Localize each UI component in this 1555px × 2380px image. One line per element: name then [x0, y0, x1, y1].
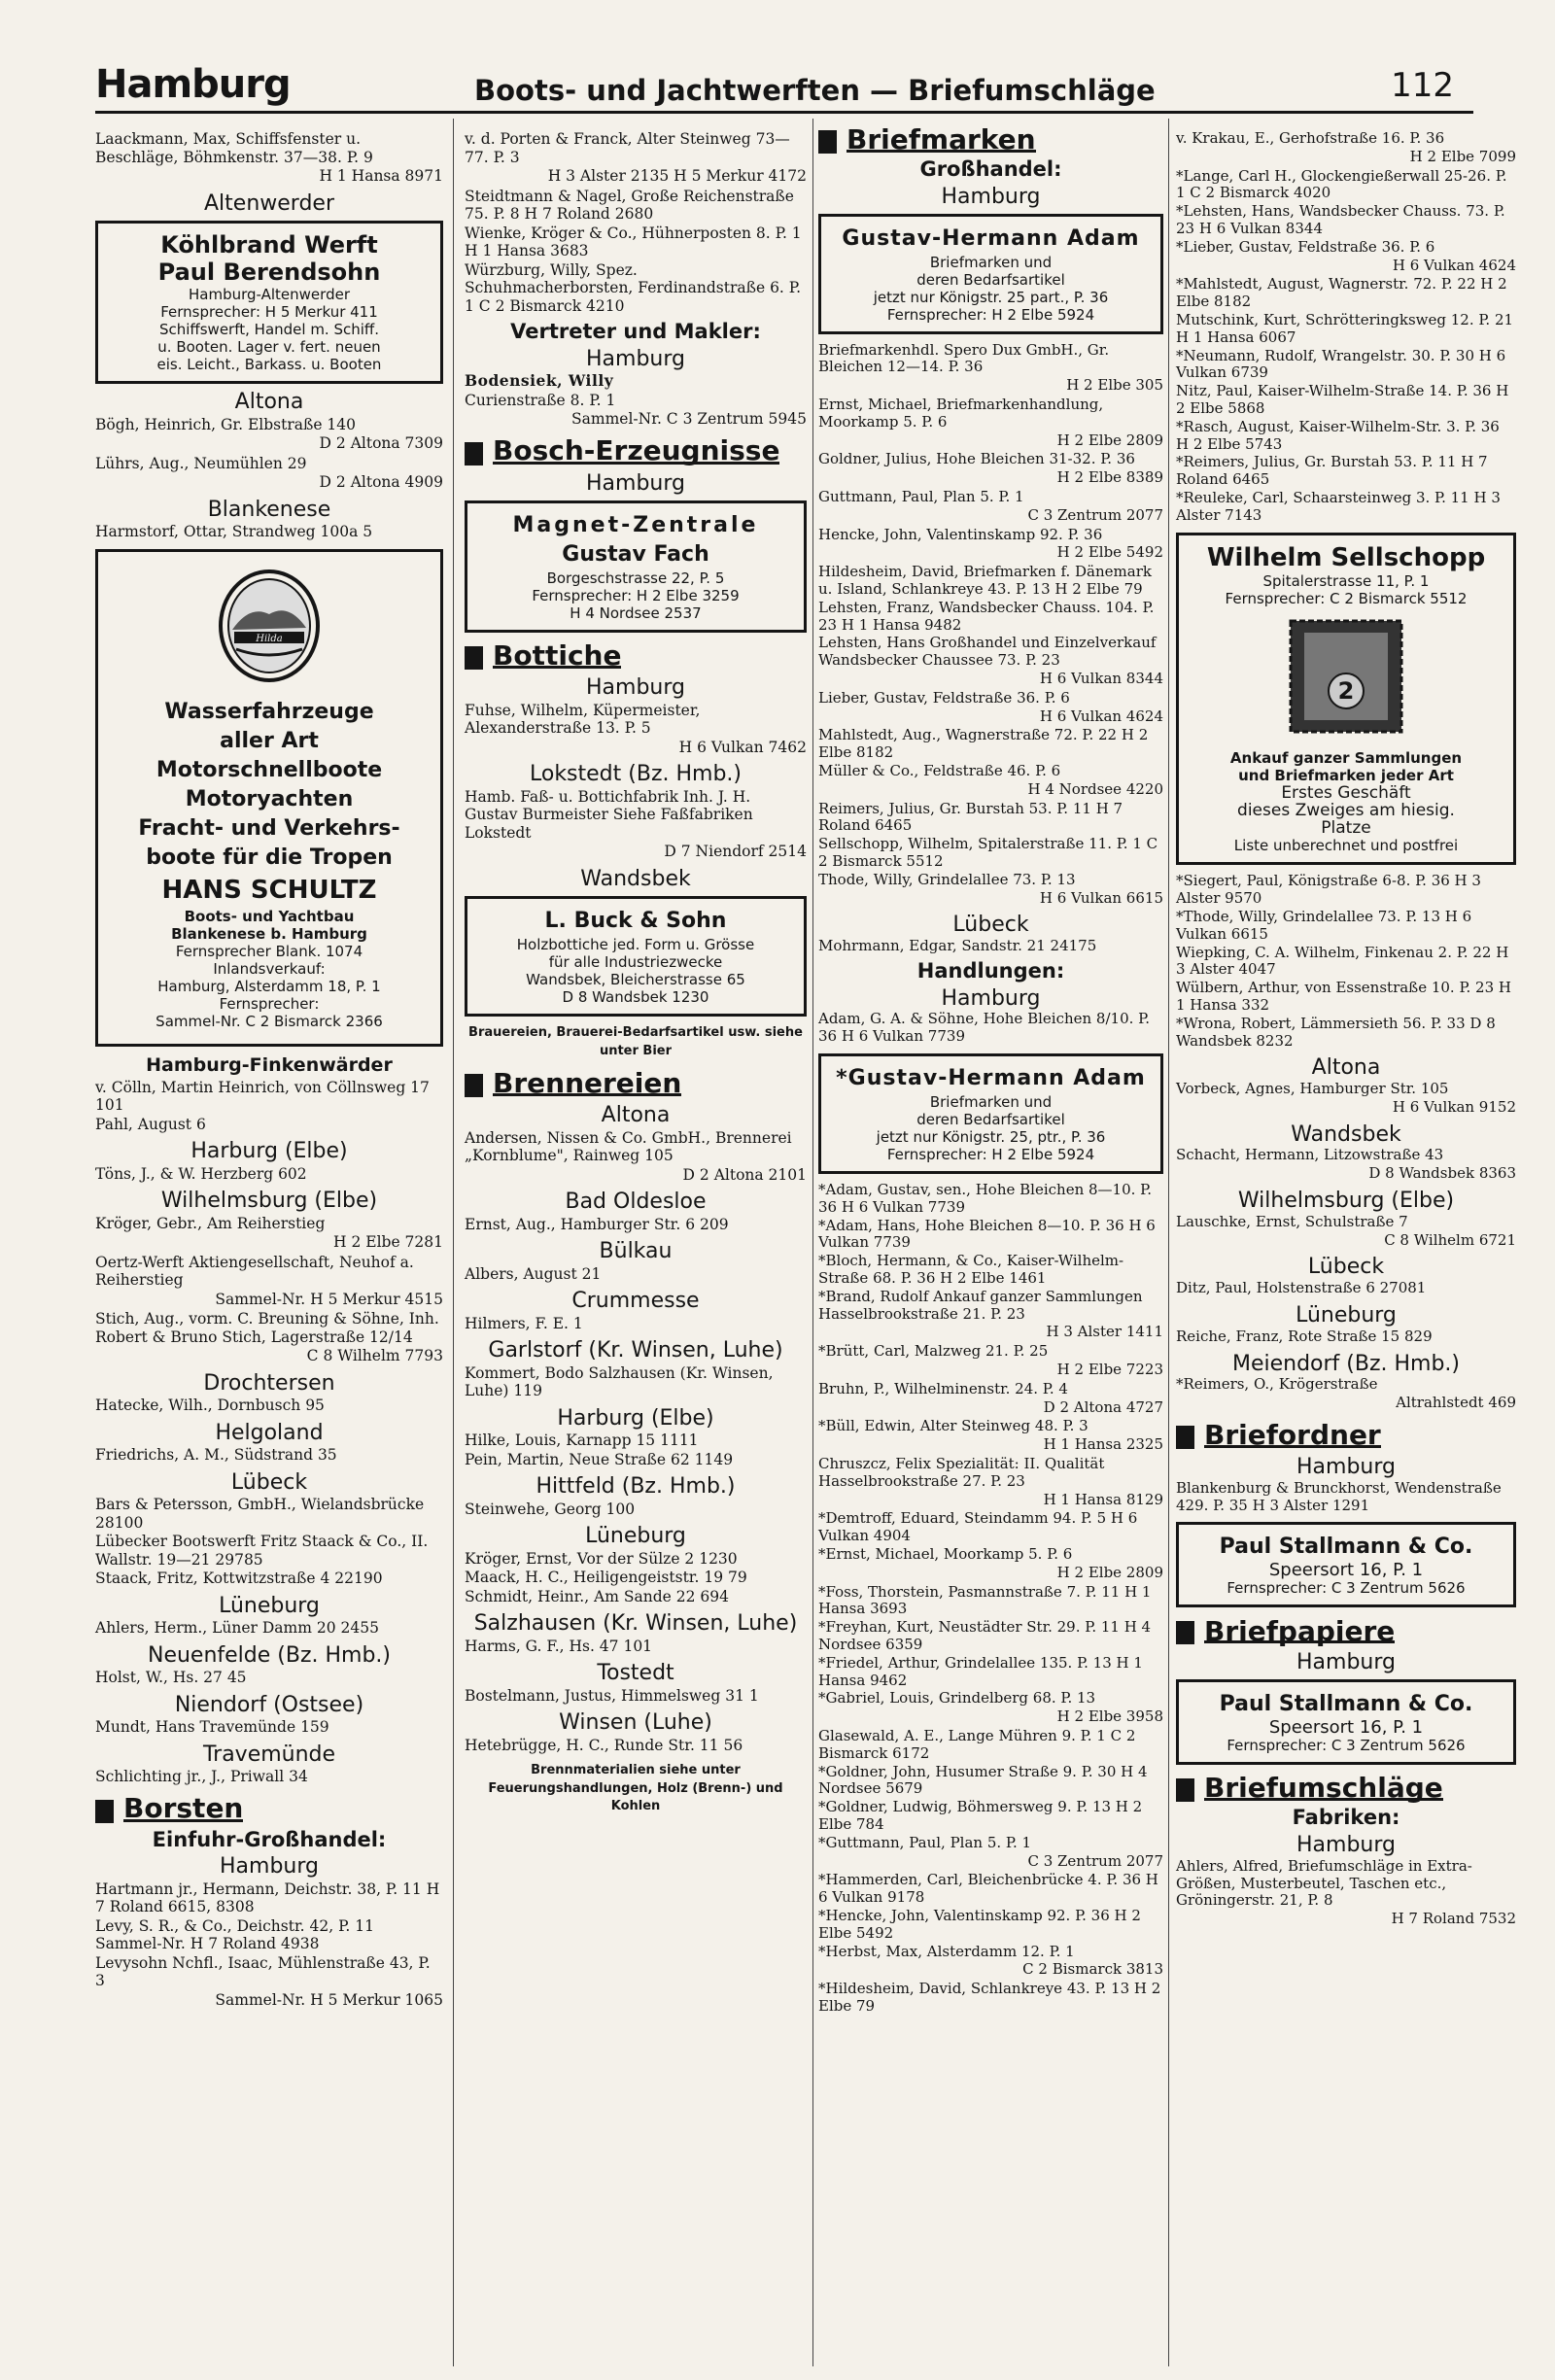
listing-entry: Schlichting jr., J., Priwall 34: [95, 1768, 308, 1785]
listing-entry: *Lange, Carl H., Glockengießerwall 25-26. P. 1 C 2 Bismarck 4020: [1176, 166, 1507, 202]
page-header: [95, 56, 1473, 114]
advert-name: *Gustav-Hermann Adam: [836, 1066, 1146, 1091]
advert-address: Wandsbek, Bleicherstrasse 65: [526, 971, 745, 988]
listing-entry: Mutschink, Kurt, Schrötteringksweg 12. P. 21 H 1 Hansa 6067: [1176, 310, 1514, 346]
advert-phone: D 8 Wandsbek 1230: [562, 988, 709, 1006]
location-heading: Hamburg: [1296, 1650, 1396, 1675]
advert-address: Spitalerstrasse 11, P. 1: [1262, 571, 1430, 590]
listing-entry: Sellschopp, Wilhelm, Spitalerstraße 11. P. 1 C 2 Bismarck 5512: [818, 835, 1158, 870]
section-marker-icon: [818, 130, 837, 154]
listing-entry: *Demtroff, Eduard, Steindamm 94. P. 5 H 6 Vulkan 4904: [818, 1509, 1138, 1545]
listing-entry: Lührs, Aug., Neumühlen 29: [95, 454, 307, 472]
listing-entry: Lauschke, Ernst, Schulstraße 7: [1176, 1212, 1408, 1230]
advert-owner: Paul Berendsohn: [157, 259, 381, 286]
advert-address: Speersort 16, P. 1: [1268, 1560, 1424, 1581]
listing-phone: D 7 Niendorf 2514: [664, 843, 807, 860]
advert-name: L. Buck & Sohn: [544, 909, 727, 933]
listing-entry: *Goldner, Ludwig, Böhmersweg 9. P. 13 H 2 Elbe 784: [818, 1798, 1143, 1833]
listing-entry: *Goldner, John, Husumer Straße 9. P. 30 H 4 Nordsee 5679: [818, 1762, 1148, 1798]
listing-entry: Kommert, Bodo Salzhausen (Kr. Winsen, Luhe) 119: [465, 1363, 774, 1399]
listing-entry: *Hildesheim, David, Schlankreye 43. P. 13 H 2 Elbe 79: [818, 1980, 1161, 2015]
listing-entry: *Foss, Thorstein, Pasmannstraße 7. P. 11 H 1 Hansa 3693: [818, 1582, 1152, 1618]
location-heading: Hamburg-Finkenwärder: [146, 1054, 393, 1076]
advert-phone: Fernsprecher: C 3 Zentrum 5626: [1227, 1579, 1466, 1598]
location-heading: Salzhausen (Kr. Winsen, Luhe): [473, 1611, 798, 1636]
listing-phone: H 2 Elbe 7223: [1056, 1361, 1163, 1379]
listing-phone: C 3 Zentrum 2077: [1027, 505, 1163, 524]
location-heading: Bülkau: [599, 1239, 673, 1263]
location-heading: Wilhelmsburg (Elbe): [1237, 1189, 1455, 1214]
section-marker-icon: [465, 1074, 483, 1097]
listing-entry: Schmidt, Heinr., Am Sande 22 694: [465, 1587, 729, 1605]
listing-entry: Hilke, Louis, Karnapp 15 1111: [465, 1431, 699, 1449]
advert-phone: Fernsprecher: H 2 Elbe 5924: [886, 1146, 1095, 1164]
listing-entry: *Adam, Gustav, sen., Hohe Bleichen 8—10. P. 36 H 6 Vulkan 7739: [818, 1181, 1152, 1216]
listing-entry: Staack, Fritz, Kottwitzstraße 4 22190: [95, 1569, 383, 1587]
location-heading: Altona: [1311, 1055, 1381, 1081]
subheading: Vertreter und Makler:: [510, 320, 761, 343]
listing-entry: Lübecker Bootswerft Fritz Staack & Co., II. Wallstr. 19—21 29785: [95, 1533, 429, 1569]
advert-name: Paul Stallmann & Co.: [1219, 1692, 1473, 1717]
listing-phone: D 2 Altona 4909: [319, 473, 443, 491]
listing-entry: Fuhse, Wilhelm, Küpermeister, Alexanderstraße 13. P. 5: [465, 701, 701, 737]
section-heading: [95, 1792, 443, 1825]
advert-magnet-zentrale: [465, 500, 807, 633]
location-heading: Wandsbek: [580, 866, 691, 891]
advert-gustav-hermann-adam: [818, 214, 1163, 334]
section-title: Briefordner: [1204, 1419, 1381, 1452]
subheading: Großhandel:: [919, 157, 1062, 181]
section-marker-icon: [465, 442, 483, 466]
listing-phone: H 4 Nordsee 4220: [1027, 779, 1163, 798]
advert-name: Köhlbrand Werft: [160, 231, 378, 259]
listing-entry: *Reimers, O., Krögerstraße: [1176, 1375, 1378, 1394]
listing-entry: Holst, W., Hs. 27 45: [95, 1669, 247, 1686]
listing-entry: Mohrmann, Edgar, Sandstr. 21 24175: [818, 937, 1097, 955]
listing-phone: H 6 Vulkan 4624: [1392, 256, 1516, 274]
advert-line: Sammel-Nr. C 2 Bismarck 2366: [156, 1013, 383, 1030]
advert-line: Erstes Geschäft: [1281, 783, 1411, 804]
listing-entry: Goldner, Julius, Hohe Bleichen 31-32. P. 36: [818, 450, 1135, 468]
listing-entry: *Lehsten, Hans, Wandsbecker Chauss. 73. P. 23 H 6 Vulkan 8344: [1176, 202, 1505, 237]
cross-reference: Brauereien, Brauerei-Bedarfsartikel usw. siehe unter Bier: [468, 1025, 803, 1058]
advert-line: eis. Leicht., Barkass. u. Booten: [156, 356, 382, 373]
location-heading: Bad Oldesloe: [565, 1190, 707, 1214]
section-heading: [465, 434, 807, 467]
column-rule: [453, 119, 454, 2366]
listing-entry: Müller & Co., Feldstraße 46. P. 6: [818, 761, 1061, 779]
listing-entry: Kröger, Gebr., Am Reiherstieg: [95, 1214, 326, 1232]
advert-name: Wilhelm Sellschopp: [1206, 542, 1486, 572]
listing-entry: *Lieber, Gustav, Feldstraße 36. P. 6: [1176, 237, 1435, 256]
listing-phone: H 6 Vulkan 7462: [678, 738, 807, 756]
column-rule: [1168, 119, 1169, 2366]
location-heading: Hamburg: [941, 184, 1041, 209]
advert-line: Ankauf ganzer Sammlungen: [1229, 749, 1463, 768]
advert-buck-sohn: [465, 896, 807, 1017]
location-heading: Wandsbek: [1291, 1121, 1401, 1147]
listing-entry: Pein, Martin, Neue Straße 62 1149: [465, 1450, 734, 1468]
listing-entry: Adam, G. A. & Söhne, Hohe Bleichen 8/10. P. 36 H 6 Vulkan 7739: [818, 1010, 1150, 1046]
listing-phone: H 1 Hansa 8129: [1043, 1490, 1163, 1508]
advert-phone: Fernsprecher: C 3 Zentrum 5626: [1227, 1737, 1466, 1755]
location-heading: Lübeck: [1307, 1255, 1385, 1280]
listing-phone: C 3 Zentrum 2077: [1027, 1851, 1163, 1870]
advert-line: Boots- und Yachtbau: [184, 908, 355, 925]
advert-line: Motoryachten: [185, 787, 354, 811]
listing-entry: Mundt, Hans Travemünde 159: [95, 1718, 329, 1736]
section-title: Briefpapiere: [1204, 1614, 1396, 1647]
advert-line: dieses Zweiges am hiesig.: [1237, 801, 1455, 821]
listing-phone: C 8 Wilhelm 7793: [306, 1347, 443, 1364]
advert-line: deren Bedarfsartikel: [916, 270, 1065, 289]
location-heading: Hamburg: [1296, 1455, 1396, 1480]
advert-line: Wasserfahrzeuge: [164, 700, 374, 724]
advert-line: für alle Industriezwecke: [548, 953, 723, 971]
location-heading: Altona: [234, 390, 304, 414]
listing-phone: H 3 Alster 2135 H 5 Merkur 4172: [547, 167, 807, 185]
listing-phone: D 2 Altona 7309: [319, 434, 443, 452]
listing-phone: D 2 Altona 4727: [1043, 1397, 1163, 1416]
listing-entry: Glasewald, A. E., Lange Mühren 9. P. 1 C 2 Bismarck 6172: [818, 1726, 1136, 1762]
listing-entry: Hilmers, F. E. 1: [465, 1314, 583, 1332]
page-number: 112: [1391, 66, 1454, 105]
listing-entry: *Siegert, Paul, Königstraße 6-8. P. 36 H 3 Alster 9570: [1176, 872, 1481, 908]
advert-line: Fernsprecher Blank. 1074: [175, 943, 363, 960]
listing-entry: Bostelmann, Justus, Himmelsweg 31 1: [465, 1686, 759, 1705]
listing-entry: Lieber, Gustav, Feldstraße 36. P. 6: [818, 688, 1070, 707]
listing-phone: H 6 Vulkan 8344: [1039, 669, 1163, 687]
postage-stamp-icon: [1283, 613, 1409, 740]
listing-entry: Laackmann, Max, Schiffsfenster u. Beschläge, Böhmkenstr. 37—38. P. 9: [95, 130, 373, 166]
location-heading: Neuenfelde (Bz. Hmb.): [147, 1642, 392, 1668]
advert-owner: Gustav Fach: [562, 542, 709, 567]
listing-phone: H 2 Elbe 7281: [333, 1233, 443, 1251]
listing-phone: H 3 Alster 1411: [1046, 1323, 1163, 1341]
location-heading: Harburg (Elbe): [557, 1405, 714, 1431]
listing-phone: H 1 Hansa 2325: [1043, 1435, 1163, 1454]
location-heading: Hamburg: [941, 985, 1041, 1011]
listing-phone: Sammel-Nr. H 5 Merkur 1065: [215, 1990, 443, 2009]
section-title: Briefmarken: [847, 123, 1036, 156]
advert-phone: Fernsprecher: H 5 Merkur 411: [160, 303, 378, 321]
running-head-title: Boots- und Jachtwerften — Briefumschläge: [474, 74, 1156, 107]
listing-entry: Chruszcz, Felix Spezialität: II. Qualität Hasselbrookstraße 27. P. 23: [818, 1455, 1105, 1490]
emblem-text: Hilda: [256, 633, 283, 644]
listing-phone: C 8 Wilhelm 6721: [1384, 1230, 1516, 1249]
listing-entry: *Neumann, Rudolf, Wrangelstr. 30. P. 30 H 6 Vulkan 6739: [1176, 346, 1506, 382]
advert-address: Borgeschstrasse 22, P. 5: [546, 569, 725, 587]
listing-entry: Harmstorf, Ottar, Strandweg 100a 5: [95, 523, 373, 540]
listing-entry: *Reimers, Julius, Gr. Burstah 53. P. 11 H 7 Roland 6465: [1176, 453, 1488, 489]
location-heading: Hamburg: [586, 675, 685, 700]
listing-entry: Albers, August 21: [465, 1264, 602, 1283]
advert-address: jetzt nur Königstr. 25, ptr., P. 36: [876, 1128, 1106, 1147]
advert-name: Magnet-Zentrale: [512, 513, 759, 537]
listing-entry: Ditz, Paul, Holstenstraße 6 27081: [1176, 1279, 1427, 1297]
advert-name: HANS SCHULTZ: [161, 876, 377, 905]
listing-entry: Wienke, Kröger & Co., Hühnerposten 8. P. 1 H 1 Hansa 3683: [465, 224, 802, 259]
advert-phone: Fernsprecher: H 2 Elbe 3259: [532, 587, 740, 604]
location-heading: Lübeck: [230, 1469, 308, 1495]
listing-entry: Ernst, Aug., Hamburger Str. 6 209: [465, 1215, 729, 1233]
listing-phone: H 7 Roland 7532: [1391, 1910, 1516, 1928]
listing-entry: *Brand, Rudolf Ankauf ganzer Sammlungen Hasselbrookstraße 21. P. 23: [818, 1287, 1143, 1323]
listing-entry: Töns, J., & W. Herzberg 602: [95, 1164, 307, 1183]
location-heading: Hamburg: [586, 470, 685, 496]
listing-entry: Wiepking, C. A. Wilhelm, Finkenau 2. P. 22 H 3 Alster 4047: [1176, 943, 1509, 979]
listing-address: Curienstraße 8. P. 1: [465, 391, 616, 409]
listing-entry: v. d. Porten & Franck, Alter Steinweg 73—77. P. 3: [465, 130, 790, 166]
section-heading: [1176, 1419, 1516, 1452]
listing-entry: Wülbern, Arthur, von Essenstraße 10. P. 23 H 1 Hansa 332: [1176, 979, 1511, 1014]
listing-entry: *Guttmann, Paul, Plan 5. P. 1: [818, 1833, 1032, 1851]
cross-reference: Brennmaterialien siehe unter Feuerungshandlungen, Holz (Brenn-) und Kohlen: [488, 1763, 783, 1813]
advert-paul-stallmann-2: [1176, 1679, 1516, 1765]
column-3: [818, 123, 1163, 2017]
listing-entry: Nitz, Paul, Kaiser-Wilhelm-Straße 14. P. 36 H 2 Elbe 5868: [1176, 382, 1509, 417]
listing-entry: Bruhn, P., Wilhelminenstr. 24. P. 4: [818, 1379, 1068, 1397]
location-heading: Harburg (Elbe): [190, 1139, 348, 1163]
listing-entry: Vorbeck, Agnes, Hamburger Str. 105: [1176, 1080, 1449, 1098]
advert-address: Hamburg-Altenwerder: [189, 286, 350, 303]
location-heading: Altona: [601, 1103, 671, 1127]
section-title: Briefumschläge: [1204, 1772, 1443, 1805]
listing-entry: Hildesheim, David, Briefmarken f. Dänemark u. Island, Schlankreye 43. P. 13 H 2 Elbe 79: [818, 563, 1152, 598]
location-heading: Travemünde: [202, 1742, 336, 1767]
location-heading: Hamburg: [220, 1854, 319, 1879]
column-1: [95, 130, 443, 2011]
section-heading: [1176, 1772, 1516, 1805]
location-heading: Lokstedt (Bz. Hmb.): [529, 762, 742, 786]
advert-line: aller Art: [220, 729, 319, 753]
listing-entry: Stich, Aug., vorm. C. Breuning & Söhne, Inh. Robert & Bruno Stich, Lagerstraße 12/14: [95, 1310, 439, 1346]
listing-phone: H 2 Elbe 2809: [1056, 431, 1163, 449]
advert-address: jetzt nur Königstr. 25 part., P. 36: [873, 288, 1109, 306]
section-heading: [1176, 1614, 1516, 1647]
location-heading: Garlstorf (Kr. Winsen, Luhe): [488, 1338, 783, 1362]
listing-phone: H 6 Vulkan 9152: [1392, 1097, 1516, 1116]
listing-entry: Steidtmann & Nagel, Große Reichenstraße 75. P. 8 H 7 Roland 2680: [465, 187, 794, 223]
listing-entry: Schacht, Hermann, Litzowstraße 43: [1176, 1146, 1444, 1164]
listing-entry: Bögh, Heinrich, Gr. Elbstraße 140: [95, 415, 357, 433]
advert-name: Paul Stallmann & Co.: [1219, 1535, 1473, 1560]
location-heading: Helgoland: [215, 1420, 324, 1445]
section-title: Bottiche: [493, 638, 622, 672]
listing-entry: Reiche, Franz, Rote Straße 15 829: [1176, 1327, 1433, 1345]
location-heading: Drochtersen: [203, 1370, 335, 1396]
location-heading: Crummesse: [571, 1289, 700, 1313]
listing-entry: v. Cölln, Martin Heinrich, von Cöllnsweg 17 101: [95, 1078, 430, 1114]
listing-phone: H 6 Vulkan 4624: [1039, 707, 1163, 725]
location-heading: Wilhelmsburg (Elbe): [160, 1189, 378, 1213]
column-rule: [812, 119, 813, 2366]
listing-entry: *Thode, Willy, Grindelallee 73. P. 13 H 6 Vulkan 6615: [1176, 907, 1472, 943]
section-heading: [465, 638, 807, 672]
listing-entry: *Reuleke, Carl, Schaarsteinweg 3. P. 11 H 3 Alster 7143: [1176, 488, 1501, 524]
listing-entry: *Hencke, John, Valentinskamp 92. P. 36 H 2 Elbe 5492: [818, 1906, 1141, 1942]
section-marker-icon: [1176, 1426, 1194, 1449]
listing-entry: Kröger, Ernst, Vor der Sülze 2 1230: [465, 1549, 738, 1568]
listing-entry: Lehsten, Hans Großhandel und Einzelverkauf Wandsbecker Chaussee 73. P. 23: [818, 634, 1157, 670]
subheading: Fabriken:: [1292, 1806, 1400, 1830]
listing-entry: *Freyhan, Kurt, Neustädter Str. 29. P. 11 H 4 Nordsee 6359: [818, 1618, 1152, 1653]
listing-phone: H 2 Elbe 3958: [1056, 1707, 1163, 1726]
listing-entry: Ahlers, Alfred, Briefumschläge in Extra-Größen, Musterbeutel, Taschen etc., Gröningerstr. 21, P. 8: [1176, 1856, 1472, 1910]
listing-phone: H 2 Elbe 8389: [1056, 468, 1163, 487]
listing-entry: *Rasch, August, Kaiser-Wilhelm-Str. 3. P. 36 H 2 Elbe 5743: [1176, 417, 1500, 453]
advert-name: Gustav-Hermann Adam: [842, 225, 1140, 251]
listing-entry: Steinwehe, Georg 100: [465, 1500, 636, 1518]
location-heading: Meiendorf (Bz. Hmb.): [1231, 1351, 1461, 1376]
listing-entry: Blankenburg & Brunckhorst, Wendenstraße 429. P. 35 H 3 Alster 1291: [1176, 1478, 1502, 1514]
advert-line: und Briefmarken jeder Art: [1238, 767, 1454, 785]
advert-line: Blankenese b. Hamburg: [171, 925, 367, 943]
listing-entry: Hetebrügge, H. C., Runde Str. 11 56: [465, 1736, 743, 1754]
location-heading: Winsen (Luhe): [559, 1710, 712, 1735]
column-2: [465, 130, 807, 1824]
section-title: Brennereien: [493, 1066, 682, 1099]
location-heading: Lüneburg: [1296, 1303, 1397, 1328]
advert-line: deren Bedarfsartikel: [916, 1111, 1065, 1129]
listing-entry: *Wrona, Robert, Lämmersieth 56. P. 33 D 8 Wandsbek 8232: [1176, 1014, 1496, 1050]
listing-entry: *Büll, Edwin, Alter Steinweg 48. P. 3: [818, 1417, 1088, 1435]
location-heading: Lüneburg: [219, 1593, 320, 1618]
advert-line: Hamburg, Alsterdamm 18, P. 1: [157, 978, 381, 995]
section-marker-icon: [1176, 1778, 1194, 1802]
listing-entry: Ernst, Michael, Briefmarkenhandlung, Moorkamp 5. P. 6: [818, 395, 1104, 431]
listing-entry: *Ernst, Michael, Moorkamp 5. P. 6: [818, 1545, 1073, 1564]
advert-line: Briefmarken und: [929, 1093, 1053, 1112]
advert-phone: Fernsprecher: H 2 Elbe 5924: [886, 305, 1095, 324]
location-heading: Lüneburg: [585, 1524, 686, 1548]
listing-entry: *Mahlstedt, August, Wagnerstr. 72. P. 22 H 2 Elbe 8182: [1176, 275, 1507, 311]
listing-entry: *Adam, Hans, Hohe Bleichen 8—10. P. 36 H 6 Vulkan 7739: [818, 1216, 1156, 1252]
listing-entry: *Herbst, Max, Alsterdamm 12. P. 1: [818, 1942, 1075, 1960]
advert-line: u. Booten. Lager v. fert. neuen: [157, 338, 381, 356]
section-title: Borsten: [123, 1792, 244, 1825]
advert-gustav-hermann-adam-2: [818, 1053, 1163, 1174]
advert-line: boote für die Tropen: [146, 845, 393, 870]
listing-entry: Pahl, August 6: [95, 1115, 206, 1133]
listing-entry: Friedrichs, A. M., Südstrand 35: [95, 1446, 337, 1464]
listing-entry: *Brütt, Carl, Malzweg 21. P. 25: [818, 1342, 1049, 1361]
location-heading: Niendorf (Ostsee): [174, 1692, 364, 1717]
listing-entry: Hatecke, Wilh., Dornbusch 95: [95, 1397, 325, 1414]
listing-entry: Andersen, Nissen & Co. GmbH., Brennerei „Kornblume", Rainweg 105: [465, 1128, 792, 1164]
listing-entry: Mahlstedt, Aug., Wagnerstraße 72. P. 22 H 2 Elbe 8182: [818, 726, 1149, 762]
listing-entry: *Bloch, Hermann, & Co., Kaiser-Wilhelm-Straße 68. P. 36 H 2 Elbe 1461: [818, 1252, 1124, 1288]
listing-phone: D 8 Wandsbek 8363: [1368, 1164, 1516, 1183]
subheading: Einfuhr-Großhandel:: [152, 1827, 387, 1851]
listing-entry: Bars & Petersson, GmbH., Wielandsbrücke 28100: [95, 1496, 425, 1532]
listing-entry: Lehsten, Franz, Wandsbecker Chauss. 104. P. 23 H 1 Hansa 9482: [818, 598, 1155, 634]
section-title: Bosch-Erzeugnisse: [493, 434, 780, 467]
advert-line: Motorschnellboote: [156, 758, 383, 782]
listing-phone: C 2 Bismarck 3813: [1022, 1960, 1163, 1979]
listing-phone: H 6 Vulkan 6615: [1039, 888, 1163, 907]
listing-entry: Maack, H. C., Heiligengeiststr. 19 79: [465, 1569, 747, 1586]
listing-entry: Guttmann, Paul, Plan 5. P. 1: [818, 487, 1024, 505]
advert-line: Briefmarken und: [929, 253, 1053, 271]
listing-entry: Reimers, Julius, Gr. Burstah 53. P. 11 H 7 Roland 6465: [818, 799, 1123, 835]
location-heading: Hamburg: [586, 346, 685, 371]
section-marker-icon: [465, 646, 483, 670]
advert-hans-schultz: [95, 549, 443, 1048]
advert-koehlbrand-werft: [95, 221, 443, 384]
advert-line: Fracht- und Verkehrs-: [138, 816, 400, 841]
location-heading: Hamburg: [1296, 1833, 1396, 1858]
location-heading: Blankenese: [207, 497, 331, 522]
listing-entry: Hartmann jr., Hermann, Deichstr. 38, P. 11 H 7 Roland 6615, 8308: [95, 1880, 440, 1915]
listing-entry: Würzburg, Willy, Spez. Schuhmacherborsten, Ferdinandstraße 6. P. 1 C 2 Bismarck 4210: [465, 260, 802, 315]
advert-phone: Fernsprecher: C 2 Bismarck 5512: [1225, 589, 1468, 607]
advert-paul-stallmann: [1176, 1522, 1516, 1607]
advert-line: Schiffswerft, Handel m. Schiff.: [158, 321, 380, 338]
listing-phone: H 2 Elbe 5492: [1056, 543, 1163, 562]
location-heading: Altenwerder: [204, 190, 334, 216]
listing-phone: Altrahlstedt 469: [1396, 1394, 1516, 1412]
listing-entry: *Hammerden, Carl, Bleichenbrücke 4. P. 36 H 6 Vulkan 9178: [818, 1871, 1158, 1907]
advert-line: Liste unberechnet und postfrei: [1233, 837, 1459, 855]
location-heading: Tostedt: [597, 1661, 674, 1685]
listing-entry: Hencke, John, Valentinskamp 92. P. 36: [818, 525, 1103, 543]
location-heading: Hittfeld (Bz. Hmb.): [536, 1474, 736, 1499]
listing-phone: H 2 Elbe 7099: [1409, 147, 1516, 165]
listing-entry: Briefmarkenhdl. Spero Dux GmbH., Gr. Bleichen 12—14. P. 36: [818, 340, 1110, 376]
section-marker-icon: [1176, 1621, 1194, 1644]
advert-line: Inlandsverkauf:: [213, 960, 326, 978]
listing-phone: H 1 Hansa 8971: [319, 167, 443, 185]
location-heading: Lübeck: [952, 913, 1029, 938]
listing-entry: Hamb. Faß- u. Bottichfabrik Inh. J. H. Gustav Burmeister Siehe Faßfabriken Lokstedt: [465, 787, 753, 842]
section-heading: [465, 1066, 807, 1099]
boat-emblem-icon: [211, 568, 328, 684]
advert-wilhelm-sellschopp: [1176, 533, 1516, 866]
listing-phone: H 2 Elbe 2809: [1056, 1563, 1163, 1581]
listing-phone: D 2 Altona 2101: [682, 1165, 807, 1184]
advert-line: Holzbottiche jed. Form u. Grösse: [516, 936, 755, 953]
listing-entry: *Friedel, Arthur, Grindelallee 135. P. 13 H 1 Hansa 9462: [818, 1653, 1143, 1689]
listing-entry: Ahlers, Herm., Lüner Damm 20 2455: [95, 1619, 379, 1637]
listing-phone: Sammel-Nr. H 5 Merkur 4515: [215, 1290, 443, 1308]
running-head-city: Hamburg: [95, 62, 291, 107]
listing-entry: Harms, G. F., Hs. 47 101: [465, 1637, 653, 1655]
advert-line: Fernsprecher:: [219, 995, 320, 1013]
listing-entry: Levysohn Nchfl., Isaac, Mühlenstraße 43, P. 3: [95, 1953, 431, 1989]
listing-phone: Sammel-Nr. C 3 Zentrum 5945: [571, 410, 807, 428]
advert-address: Speersort 16, P. 1: [1268, 1717, 1424, 1739]
section-heading: [818, 123, 1163, 156]
section-marker-icon: [95, 1800, 114, 1823]
listing-entry: v. Krakau, E., Gerhofstraße 16. P. 36: [1176, 129, 1445, 147]
listing-entry: Thode, Willy, Grindelallee 73. P. 13: [818, 870, 1076, 888]
listing-entry: *Gabriel, Louis, Grindelberg 68. P. 13: [818, 1689, 1096, 1707]
column-4: [1176, 130, 1516, 1930]
listing-entry: Oertz-Werft Aktiengesellschaft, Neuhof a. Reiherstieg: [95, 1253, 414, 1289]
listing-entry: Levy, S. R., & Co., Deichstr. 42, P. 11 Sammel-Nr. H 7 Roland 4938: [95, 1916, 374, 1952]
subheading: Handlungen:: [916, 958, 1065, 983]
advert-phone: H 4 Nordsee 2537: [570, 604, 702, 622]
listing-entry: Bodensiek, Willy: [465, 371, 614, 390]
stamp-value: 2: [1337, 676, 1355, 705]
listing-phone: H 2 Elbe 305: [1066, 376, 1163, 395]
advert-line: Platze: [1321, 818, 1371, 839]
